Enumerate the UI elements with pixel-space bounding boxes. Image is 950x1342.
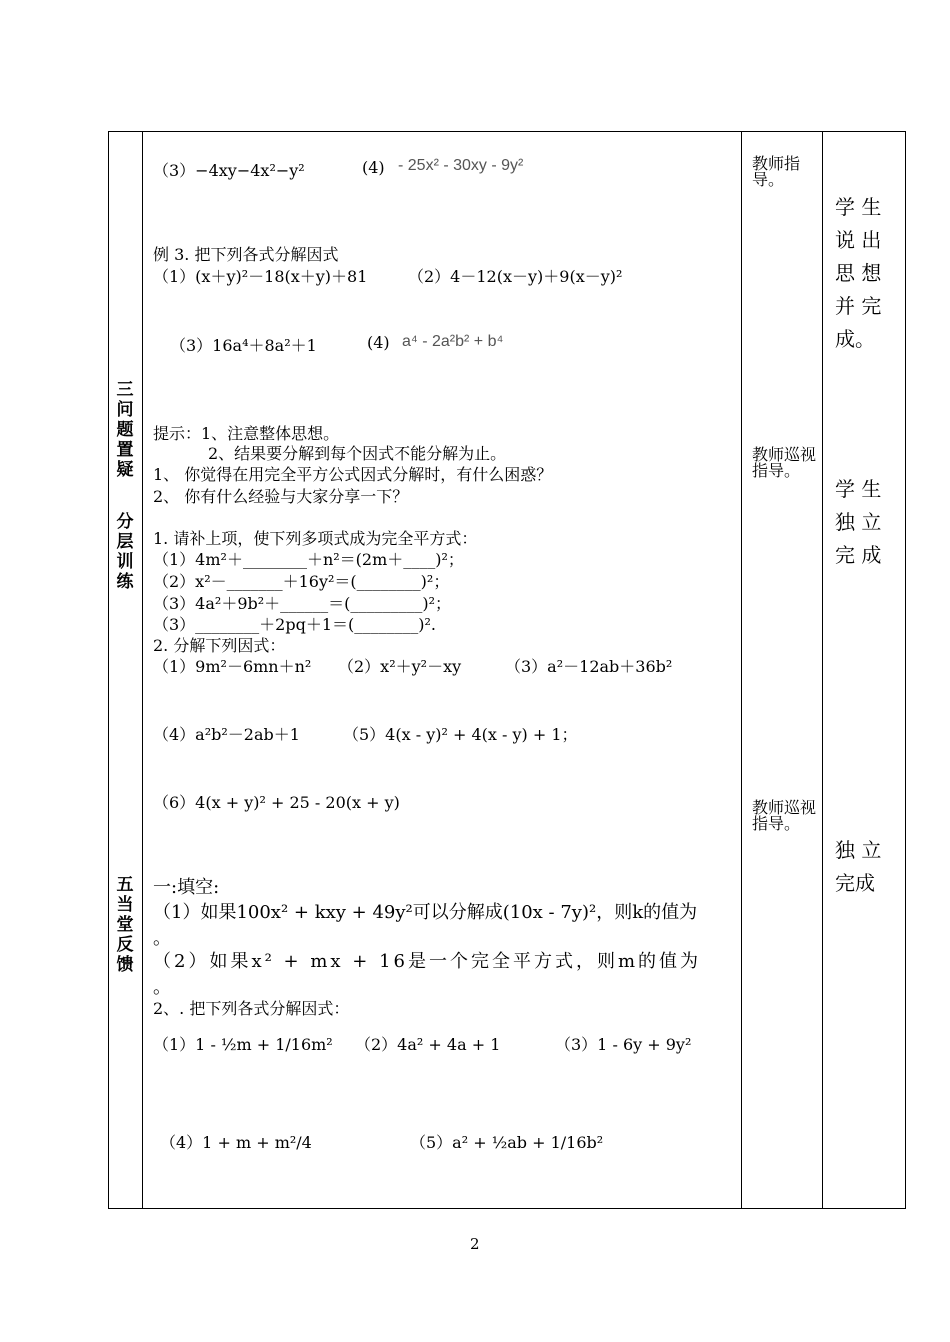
stage-label-questions: 三问题置疑 [116,380,134,480]
feedback-fill-1: （1）如果100x² + kxy + 49y²可以分解成(10x - 7y)²，则k的值为 [153,902,698,923]
feedback-fill-2-end: 。 [153,977,171,998]
feedback-fill-2: （2）如果x² + mx + 16是一个完全平方式，则m的值为 [153,951,702,972]
exercise-line-3: （3）−4xy−4x²−y² [153,161,305,180]
table-col-divider-2 [741,131,742,1209]
table-col-divider-1 [142,131,143,1209]
fill-task-title: 1. 请补上项，使下列多项式成为完全平方式： [153,529,478,548]
fill-task-3: （3）4a²＋9b²＋______＝(_________)²； [153,594,452,613]
question-1: 1、 你觉得在用完全平方公式因式分解时，有什么困惑？ [153,465,553,484]
teacher-note-3: 教师巡视指导。 [752,798,817,833]
fill-task-4: （3）________＋2pq＋1＝(________)². [153,615,437,634]
factor-task-4: （4）a²b²－2ab＋1 [153,725,300,744]
table-bottom-border [108,1208,906,1209]
example-3-item-1: （1）(x＋y)²－18(x＋y)＋81 [153,267,368,286]
feedback-fill-1-end: 。 [153,928,171,949]
example-3-item-4-label: (4) [367,333,390,352]
teacher-note-1: 教师指导。 [752,154,801,189]
student-activity-2: 学 生 独 立 完 成 [835,477,882,567]
table-left-border [108,131,109,1209]
feedback-fill-title: 一:填空: [153,877,220,898]
hint-1: 提示：1、注意整体思想。 [153,424,340,443]
table-top-border [108,131,906,132]
factor-task-2: （2）x²＋y²－xy [338,657,462,676]
feedback-problem-5: （5）a² + ½ab + 1/16b² [410,1133,604,1152]
question-2: 2、 你有什么经验与大家分享一下？ [153,487,409,506]
factor-task-6: （6）4(x + y)² + 25 - 20(x + y) [153,793,400,812]
feedback-problem-4: （4）1 + m + m²/4 [160,1133,312,1152]
fill-task-2: （2）x²－_______＋16y²＝(________)²； [153,572,450,591]
factor-task-1: （1）9m²－6mn＋n² [153,657,312,676]
example-3-item-3: （3）16a⁴＋8a²＋1 [170,336,317,355]
stage-label-layered-training: 分层训练 [116,512,134,592]
hint-2: 2、结果要分解到每个因式不能分解为止。 [208,444,507,463]
exercise-line-4-expr: - 25x² - 30xy - 9y² [398,157,524,174]
stage-label-feedback: 五当堂反馈 [116,875,134,975]
table-right-border [905,131,906,1209]
table-col-divider-3 [822,131,823,1209]
feedback-problem-2: （2）4a² + 4a + 1 [355,1035,501,1054]
factor-task-title: 2. 分解下列因式： [153,636,286,655]
factor-task-5: （5）4(x - y)² + 4(x - y) + 1； [343,725,578,744]
example-3-item-2: （2）4－12(x－y)＋9(x－y)² [408,267,623,286]
student-activity-1: 学 生 说 出 思 想 并 完 成。 [835,195,882,351]
fill-task-1: （1）4m²＋________＋n²＝(2m＋____)²； [153,550,464,569]
exercise-line-4-label: (4) [362,158,385,177]
teacher-note-2: 教师巡视指导。 [752,445,817,480]
factor-task-3: （3）a²－12ab＋36b² [505,657,673,676]
example-3-title: 例 3. 把下列各式分解因式 [153,245,339,264]
student-activity-3: 独 立 完成 [835,838,882,895]
feedback-problem-3: （3）1 - 6y + 9y² [555,1035,692,1054]
feedback-problem-1: （1）1 - ½m + 1/16m² [153,1035,333,1054]
page-number: 2 [470,1235,480,1253]
feedback-factor-title: 2、. 把下列各式分解因式： [153,999,350,1018]
example-3-item-4-expr: a⁴ - 2a²b² + b⁴ [402,333,504,350]
